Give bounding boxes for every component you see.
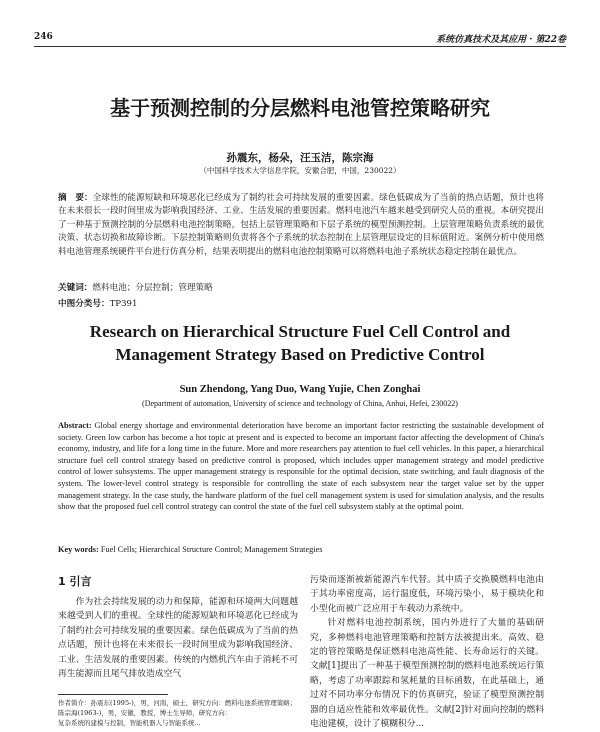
abstract-en xyxy=(58,420,544,513)
author-footnote xyxy=(58,698,298,728)
footnote-divider xyxy=(58,694,168,695)
footnote-line-2: 复杂系统的建模与控制，智能机器人与智能系统... xyxy=(58,719,201,727)
journal-name: 系统仿真技术及其应用 · 第22卷 xyxy=(436,35,566,45)
keywords-cn-text: 燃料电池；分层控制；管理策略 xyxy=(92,283,213,293)
footnote-line-1: 作者简介：孙震东(1995-)，男，河南，硕士，研究方向：燃料电池系统管理策略；陈宗海(1963-)，男，安徽，教授，博士生导师，研究方向： xyxy=(58,699,297,717)
keywords-en-text: Fuel Cells; Hierarchical Structure Control; Management Strategies xyxy=(100,545,323,554)
paper-title-en xyxy=(0,320,600,366)
page-number: 246 xyxy=(34,32,53,42)
intro-left-column: 作为社会持续发展的动力和保障，能源和环境两大问题越来越受到人们的重视。全球性的能源短缺和环境恶化已经成为了制约社会可持续发展的重要因素。绿色低碳成为了当前的热点话题，预计也将在未来很长一段时间里成为影响我国经济、工业、生活发展的重要因素。传统的内燃机汽车由于消耗不可再生能源而且尾气排放造成空气 xyxy=(58,597,298,680)
authors-en: Sun Zhendong, Yang Duo, Wang Yujie, Chen Zonghai xyxy=(179,384,421,395)
keywords-cn-label: 关键词： xyxy=(58,283,93,293)
running-header xyxy=(34,30,566,47)
affiliation-cn: （中国科学技术大学信息学院，安徽合肥，中国，230022） xyxy=(199,166,401,175)
keywords-en xyxy=(58,545,544,554)
classification-cn-text: TP391 xyxy=(109,299,138,309)
paper-title-en-line2: Management Strategy Based on Predictive Control xyxy=(115,345,485,364)
intro-right-column xyxy=(310,573,544,731)
paper-title-en-line1: Research on Hierarchical Structure Fuel Cell Control and xyxy=(89,322,511,341)
intro-right-paragraph-1: 污染而逐渐被新能源汽车代替。其中质子交换膜燃料电池由于其功率密度高，运行温度低，环境污染小，易于模块化和小型化而被广泛应用于车载动力系统中。 xyxy=(310,575,544,614)
paper-title-cn: 基于预测控制的分层燃料电池管控策略研究 xyxy=(110,96,490,120)
authors-cn: 孙震东，杨朵，汪玉洁，陈宗海 xyxy=(226,152,374,164)
intro-right-paragraph-2: 针对燃料电池控制系统，国内外进行了大量的基础研究，多种燃料电池管理策略和控制方法被提出来。高效、稳定的管控策略是保证燃料电池高性能、长寿命运行的关键。文献[1]提出了一种基于模型预测控制的燃料电池系统运行策略，考虑了功率跟踪和氢耗量的目标函数，在此基础上，通过对不同功率分布情况下的仿真研究，验证了模型预测控制器的自适应性能和效率最优性。文献[2]针对面向控制的燃料电池建模，设计了模糊积分... xyxy=(310,618,544,730)
keywords-cn xyxy=(58,281,544,293)
keywords-en-label: Key words: xyxy=(58,545,99,554)
abstract-cn-label: 摘 要： xyxy=(58,193,93,203)
abstract-en-text: Global energy shortage and environmental deterioration have become an important factor restricting the sustainable development of society. Green low carbon has become a hot topic at present and is expected to become an important factor affecting the development of China's economy, industry, and life for a long time in the future. More and more researchers pay attention to fuel cell vehicles. In this paper, a hierarchical structure fuel cell control strategy based on predictive control is proposed, which includes upper management strategy and model predictive control of lower subsystems. The upper management strategy is responsible for the optimal decision, state switching, and fault diagnosis of the system. The lower-level control strategy is responsible for controlling the state of each subsystem near the target value set by the upper management strategy. In the case study, the hardware platform of the fuel cell management system is used for simulation analysis, and the results show that the proposed fuel cell control strategy can control the state of the fuel cell subsystem stably at the optimal point. xyxy=(58,421,544,512)
classification-cn xyxy=(58,297,544,309)
abstract-en-label: Abstract: xyxy=(58,421,92,430)
affiliation-en: (Department of automation, University of science and technology of China, Anhui, Hefei, 230022) xyxy=(142,399,458,408)
abstract-cn-text: 全球性的能源短缺和环境恶化已经成为了制约社会可持续发展的重要因素。绿色低碳成为了当前的热点话题，预计也将在未来很长一段时间里成为影响我国经济、工业、生活发展的重要因素。燃料电池汽车越来越受到研究人员的重视。本研究提出了一种基于预测控制的分层燃料电池控制策略，包括上层管理策略和下层子系统的模型预测控制。上层管理策略负责系统的最优决策、状态切换和故障诊断。下层控制策略则负责将各个子系统的状态控制在上层管理层设定的目标值附近。案例分析中使用燃料电池管理系统硬件平台进行仿真分析，结果表明提出的燃料电池控制策略可以将燃料电池子系统状态稳定控制在最优点。 xyxy=(58,193,544,257)
classification-cn-label: 中图分类号： xyxy=(58,299,110,309)
abstract-cn xyxy=(58,192,544,259)
section-heading-introduction: 1 引言 xyxy=(58,575,92,588)
